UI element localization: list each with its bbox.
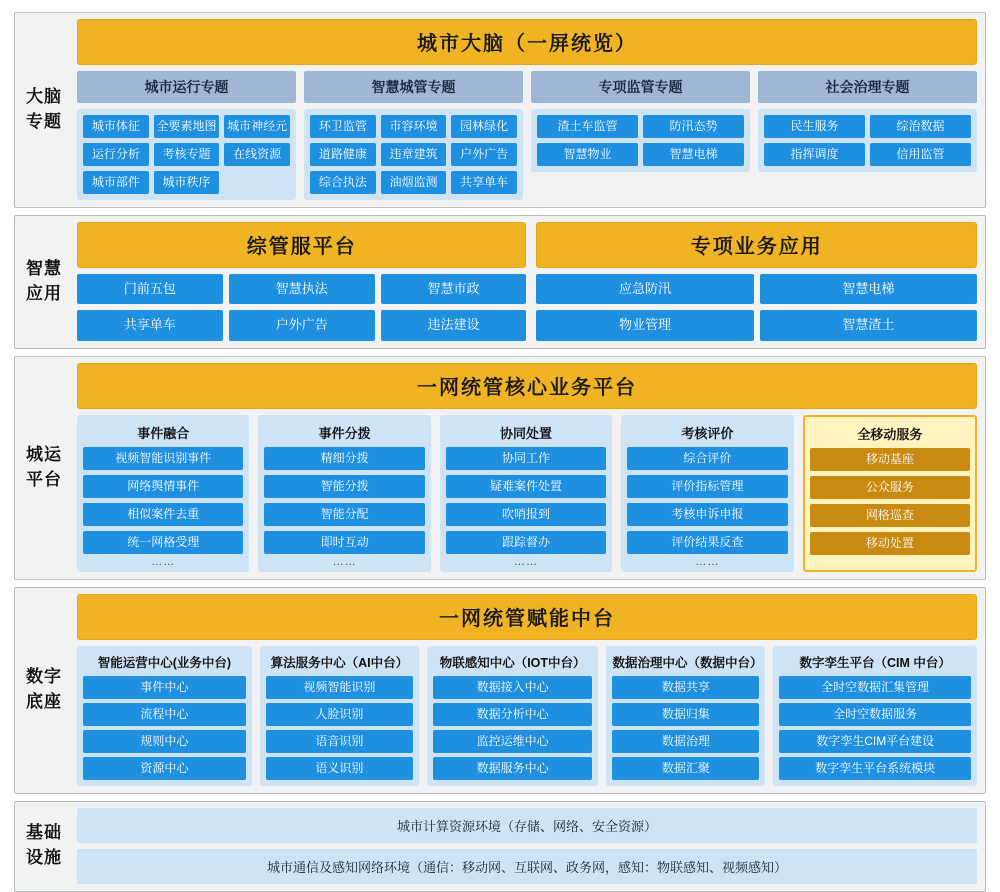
application-item[interactable]: 共享单车 — [77, 310, 223, 340]
base-item[interactable]: 流程中心 — [83, 703, 246, 726]
application-item[interactable]: 应急防汛 — [536, 274, 753, 304]
platform-column-items — [264, 447, 424, 554]
base-column-header: 算法服务中心（AI中台） — [270, 655, 409, 670]
platform-more: …… — [695, 555, 720, 568]
band-label-line2: 应用 — [26, 283, 62, 303]
application-item[interactable]: 智慧执法 — [229, 274, 375, 304]
base-item[interactable]: 数据治理 — [612, 730, 759, 753]
base-column-algorithm-service — [260, 646, 419, 786]
platform-item[interactable]: 评价指标管理 — [627, 475, 787, 498]
platform-item[interactable]: 协同工作 — [446, 447, 606, 470]
platform-more — [810, 555, 970, 558]
platform-item[interactable]: 跟踪督办 — [446, 531, 606, 554]
application-group-comprehensive — [77, 222, 526, 341]
brain-column-items — [77, 109, 296, 200]
base-item[interactable]: 数字孪生CIM平台建设 — [779, 730, 971, 753]
base-column-data-governance — [606, 646, 765, 786]
base-column-iot-perception — [427, 646, 599, 786]
platform-item[interactable]: 精细分拨 — [264, 447, 424, 470]
digital-base-title: 一网统管赋能中台 — [77, 594, 977, 640]
platform-column-header: 事件融合 — [137, 425, 190, 441]
band-label-smart-application — [15, 216, 73, 348]
brain-item[interactable]: 城市体征 — [83, 115, 149, 138]
brain-item[interactable]: 智慧物业 — [537, 143, 638, 166]
application-item[interactable]: 智慧渣土 — [760, 310, 977, 340]
application-item[interactable]: 门前五包 — [77, 274, 223, 304]
brain-item[interactable]: 综治数据 — [870, 115, 971, 138]
platform-item[interactable]: 智能分配 — [264, 503, 424, 526]
brain-column-items — [531, 109, 750, 172]
band-label-line2: 平台 — [26, 469, 62, 489]
platform-item[interactable]: 智能分拨 — [264, 475, 424, 498]
platform-item[interactable]: 评价结果反查 — [627, 531, 787, 554]
brain-item[interactable]: 防汛态势 — [643, 115, 744, 138]
application-item[interactable]: 违法建设 — [381, 310, 527, 340]
brain-column-items — [304, 109, 523, 200]
base-column-items — [779, 676, 971, 780]
application-group-items — [536, 274, 977, 341]
base-column-header: 数字孪生平台（CIM 中台） — [799, 655, 951, 670]
platform-item[interactable]: 统一网格受理 — [83, 531, 243, 554]
band-city-brain — [14, 12, 986, 208]
brain-column-smart-urban-management — [304, 71, 523, 200]
brain-item[interactable]: 城市秩序 — [154, 171, 220, 194]
brain-item[interactable]: 市容环境 — [381, 115, 447, 138]
brain-item[interactable]: 民生服务 — [764, 115, 865, 138]
platform-item[interactable]: 即时互动 — [264, 531, 424, 554]
application-group-items — [77, 274, 526, 341]
band-label-infrastructure — [15, 802, 73, 891]
band-digital-base — [14, 587, 986, 794]
platform-item[interactable]: 网格巡查 — [810, 504, 970, 527]
base-item[interactable]: 数据接入中心 — [433, 676, 593, 699]
band-body-platform — [73, 357, 985, 579]
band-label-line1: 基础 — [26, 823, 62, 843]
base-item[interactable]: 数据共享 — [612, 676, 759, 699]
application-item[interactable]: 智慧市政 — [381, 274, 527, 304]
base-column-header: 数据治理中心（数据中台） — [612, 655, 763, 670]
base-item[interactable]: 规则中心 — [83, 730, 246, 753]
base-column-items — [433, 676, 593, 780]
platform-column-header: 协同处置 — [500, 425, 553, 441]
band-smart-application — [14, 215, 986, 349]
base-item[interactable]: 视频智能识别 — [266, 676, 413, 699]
platform-column-items — [810, 448, 970, 555]
platform-item[interactable]: 综合评价 — [627, 447, 787, 470]
platform-column-full-mobile-service — [803, 415, 977, 572]
base-item[interactable]: 全时空数据服务 — [779, 703, 971, 726]
base-item[interactable]: 人脸识别 — [266, 703, 413, 726]
brain-item[interactable]: 综合执法 — [310, 171, 376, 194]
base-item[interactable]: 语义识别 — [266, 757, 413, 780]
base-item[interactable]: 数字孪生平台系统模块 — [779, 757, 971, 780]
base-item[interactable]: 数据服务中心 — [433, 757, 593, 780]
band-label-city-brain — [15, 13, 73, 207]
city-brain-columns — [77, 71, 977, 200]
base-column-items — [83, 676, 246, 780]
brain-item[interactable]: 城市神经元 — [224, 115, 290, 138]
brain-item[interactable]: 渣土车监管 — [537, 115, 638, 138]
platform-item[interactable]: 移动处置 — [810, 532, 970, 555]
band-body-smart-application — [73, 216, 985, 348]
band-city-operation-platform — [14, 356, 986, 580]
base-column-header: 智能运营中心(业务中台) — [97, 655, 232, 670]
band-label-line1: 大脑 — [26, 87, 62, 107]
application-group-title: 综管服平台 — [77, 222, 526, 268]
infrastructure-row[interactable]: 城市通信及感知网络环境（通信：移动网、互联网、政务网，感知：物联感知、视频感知） — [77, 849, 977, 884]
brain-column-header: 社会治理专题 — [758, 71, 977, 103]
platform-column-assessment — [621, 415, 793, 572]
band-label-line1: 城运 — [26, 444, 62, 464]
brain-item[interactable]: 信用监管 — [870, 143, 971, 166]
infrastructure-row[interactable]: 城市计算资源环境（存储、网络、安全资源） — [77, 808, 977, 843]
base-column-items — [266, 676, 413, 780]
base-item[interactable]: 全时空数据汇集管理 — [779, 676, 971, 699]
infrastructure-rows — [77, 808, 977, 884]
brain-item[interactable]: 油烟监测 — [381, 171, 447, 194]
platform-column-items — [83, 447, 243, 554]
base-item[interactable]: 数据归集 — [612, 703, 759, 726]
band-body-digital-base — [73, 588, 985, 793]
platform-column-event-fusion — [77, 415, 249, 572]
band-body-infrastructure — [73, 802, 985, 891]
brain-item[interactable]: 智慧电梯 — [643, 143, 744, 166]
base-item[interactable]: 事件中心 — [83, 676, 246, 699]
brain-column-city-operation — [77, 71, 296, 200]
platform-title: 一网统管核心业务平台 — [77, 363, 977, 409]
city-brain-title: 城市大脑（一屏统览） — [77, 19, 977, 65]
platform-column-event-dispatch — [258, 415, 430, 572]
application-group-title: 专项业务应用 — [536, 222, 977, 268]
brain-column-items — [758, 109, 977, 172]
base-column-items — [612, 676, 759, 780]
platform-item[interactable]: 移动基座 — [810, 448, 970, 471]
application-item[interactable]: 物业管理 — [536, 310, 753, 340]
brain-column-header: 智慧城管专题 — [304, 71, 523, 103]
brain-item[interactable]: 环卫监管 — [310, 115, 376, 138]
base-column-digital-twin — [773, 646, 977, 786]
brain-item[interactable]: 道路健康 — [310, 143, 376, 166]
base-item[interactable]: 资源中心 — [83, 757, 246, 780]
brain-column-special-supervision — [531, 71, 750, 200]
application-groups — [77, 222, 977, 341]
platform-more: …… — [151, 555, 176, 568]
platform-item[interactable]: 网络舆情事件 — [83, 475, 243, 498]
brain-item[interactable]: 共享单车 — [451, 171, 517, 194]
brain-item[interactable]: 指挥调度 — [764, 143, 865, 166]
brain-item[interactable]: 考核专题 — [154, 143, 220, 166]
brain-item[interactable]: 运行分析 — [83, 143, 149, 166]
platform-item[interactable]: 考核申诉申报 — [627, 503, 787, 526]
brain-item[interactable]: 在线资源 — [224, 143, 290, 166]
base-column-header: 物联感知中心（IOT中台） — [439, 655, 586, 670]
platform-item[interactable]: 吹哨报到 — [446, 503, 606, 526]
platform-column-header: 全移动服务 — [857, 426, 923, 442]
brain-item[interactable]: 园林绿化 — [451, 115, 517, 138]
base-item[interactable]: 数据汇聚 — [612, 757, 759, 780]
platform-columns — [77, 415, 977, 572]
band-label-line2: 专题 — [26, 112, 62, 131]
base-item[interactable]: 语音识别 — [266, 730, 413, 753]
brain-item[interactable]: 城市部件 — [83, 171, 149, 194]
brain-column-header: 专项监管专题 — [531, 71, 750, 103]
application-item[interactable]: 智慧电梯 — [760, 274, 977, 304]
platform-more: …… — [514, 555, 539, 568]
application-item[interactable]: 户外广告 — [229, 310, 375, 340]
brain-item[interactable]: 全要素地图 — [154, 115, 220, 138]
application-group-special-business — [536, 222, 977, 341]
digital-base-columns — [77, 646, 977, 786]
base-item[interactable]: 监控运维中心 — [433, 730, 593, 753]
band-infrastructure — [14, 801, 986, 892]
brain-column-header: 城市运行专题 — [77, 71, 296, 103]
brain-item[interactable]: 违章建筑 — [381, 143, 447, 166]
platform-column-collaborative-handling — [440, 415, 612, 572]
platform-item[interactable]: 公众服务 — [810, 476, 970, 499]
platform-item[interactable]: 相似案件去重 — [83, 503, 243, 526]
platform-column-items — [627, 447, 787, 554]
base-item[interactable]: 数据分析中心 — [433, 703, 593, 726]
base-column-intelligent-operation — [77, 646, 252, 786]
band-body-city-brain — [73, 13, 985, 207]
band-label-line1: 智慧 — [26, 259, 62, 279]
platform-column-items — [446, 447, 606, 554]
band-label-line2: 设施 — [26, 848, 62, 867]
band-label-line1: 数字 — [26, 667, 62, 687]
platform-item[interactable]: 视频智能识别事件 — [83, 447, 243, 470]
platform-column-header: 考核评价 — [681, 425, 734, 441]
band-label-digital-base — [15, 588, 73, 793]
platform-column-header: 事件分拨 — [318, 425, 371, 441]
band-label-platform — [15, 357, 73, 579]
brain-item[interactable]: 户外广告 — [451, 143, 517, 166]
platform-item[interactable]: 疑难案件处置 — [446, 475, 606, 498]
brain-column-social-governance — [758, 71, 977, 200]
platform-more: …… — [332, 555, 357, 568]
band-label-line2: 底座 — [26, 692, 62, 711]
